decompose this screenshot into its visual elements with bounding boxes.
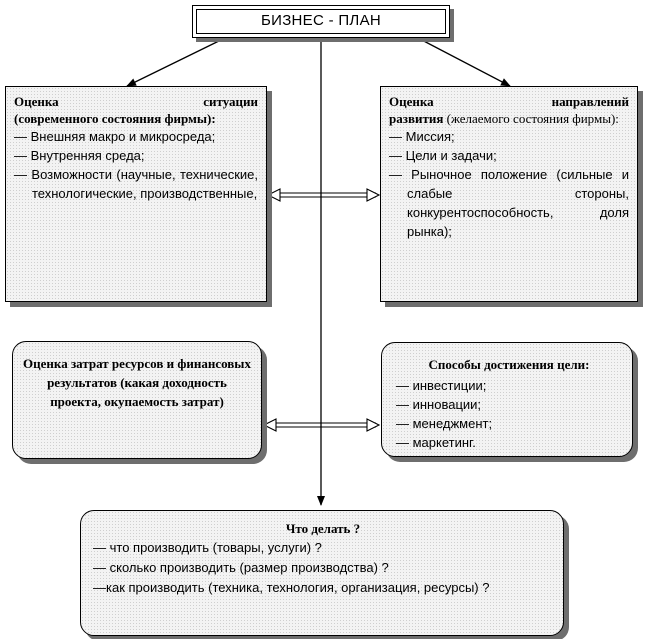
directions-heading-bold: развития	[389, 111, 444, 126]
methods-item: — инновации;	[396, 397, 482, 412]
directions-item: — Рыночное положение (сильные и слабые стороны, конкурентоспособность, доля рынка);	[389, 167, 629, 239]
situation-list	[14, 127, 258, 203]
methods-item: — инвестиции;	[396, 378, 487, 393]
methods-item: — маркетинг.	[396, 435, 476, 450]
directions-box	[380, 86, 638, 302]
double-arrow-top	[268, 189, 379, 201]
situation-subheading: (современного состояния фирмы):	[14, 111, 216, 126]
arrow-to-situation	[127, 38, 225, 86]
directions-item: — Цели и задачи;	[389, 148, 497, 163]
todo-item: — что производить (товары, услуги) ?	[93, 540, 322, 555]
situation-item: — Внутренняя среда;	[14, 148, 145, 163]
costs-heading: Оценка	[23, 356, 68, 371]
todo-heading: Что делать ?	[285, 521, 361, 536]
directions-heading: Оценка направлений	[389, 94, 629, 109]
directions-list	[389, 127, 629, 241]
methods-box	[381, 342, 633, 457]
todo-list	[93, 538, 553, 598]
methods-heading: Способы достижения цели:	[428, 357, 590, 372]
directions-item: — Миссия;	[389, 129, 455, 144]
page-title: БИЗНЕС - ПЛАН	[260, 12, 382, 29]
todo-box	[80, 510, 564, 636]
arrow-to-directions	[418, 38, 510, 86]
situation-item: — Возможности (научные, технические, технологические, производственные,	[14, 167, 258, 201]
costs-text	[21, 354, 253, 411]
double-arrow-mid	[264, 419, 379, 431]
title-inner-frame	[196, 9, 446, 34]
situation-heading: Оценка ситуации	[14, 94, 258, 109]
directions-subheading	[389, 110, 629, 127]
directions-heading-rest: (желаемого состояния фирмы):	[446, 111, 619, 126]
costs-body: затрат ресурсов и финансовых результатов (какая доходность проекта, окупаемость затрат)	[47, 356, 251, 409]
methods-item: — менеджмент;	[396, 416, 493, 431]
methods-list	[396, 376, 622, 452]
costs-box	[12, 341, 262, 459]
situation-item: — Внешняя макро и микросреда;	[14, 129, 216, 144]
todo-item: —как производить (техника, технология, организация, ресурсы) ?	[93, 580, 490, 595]
situation-box	[5, 86, 267, 302]
todo-item: — сколько производить (размер производства) ?	[93, 560, 389, 575]
title-box	[192, 5, 450, 38]
